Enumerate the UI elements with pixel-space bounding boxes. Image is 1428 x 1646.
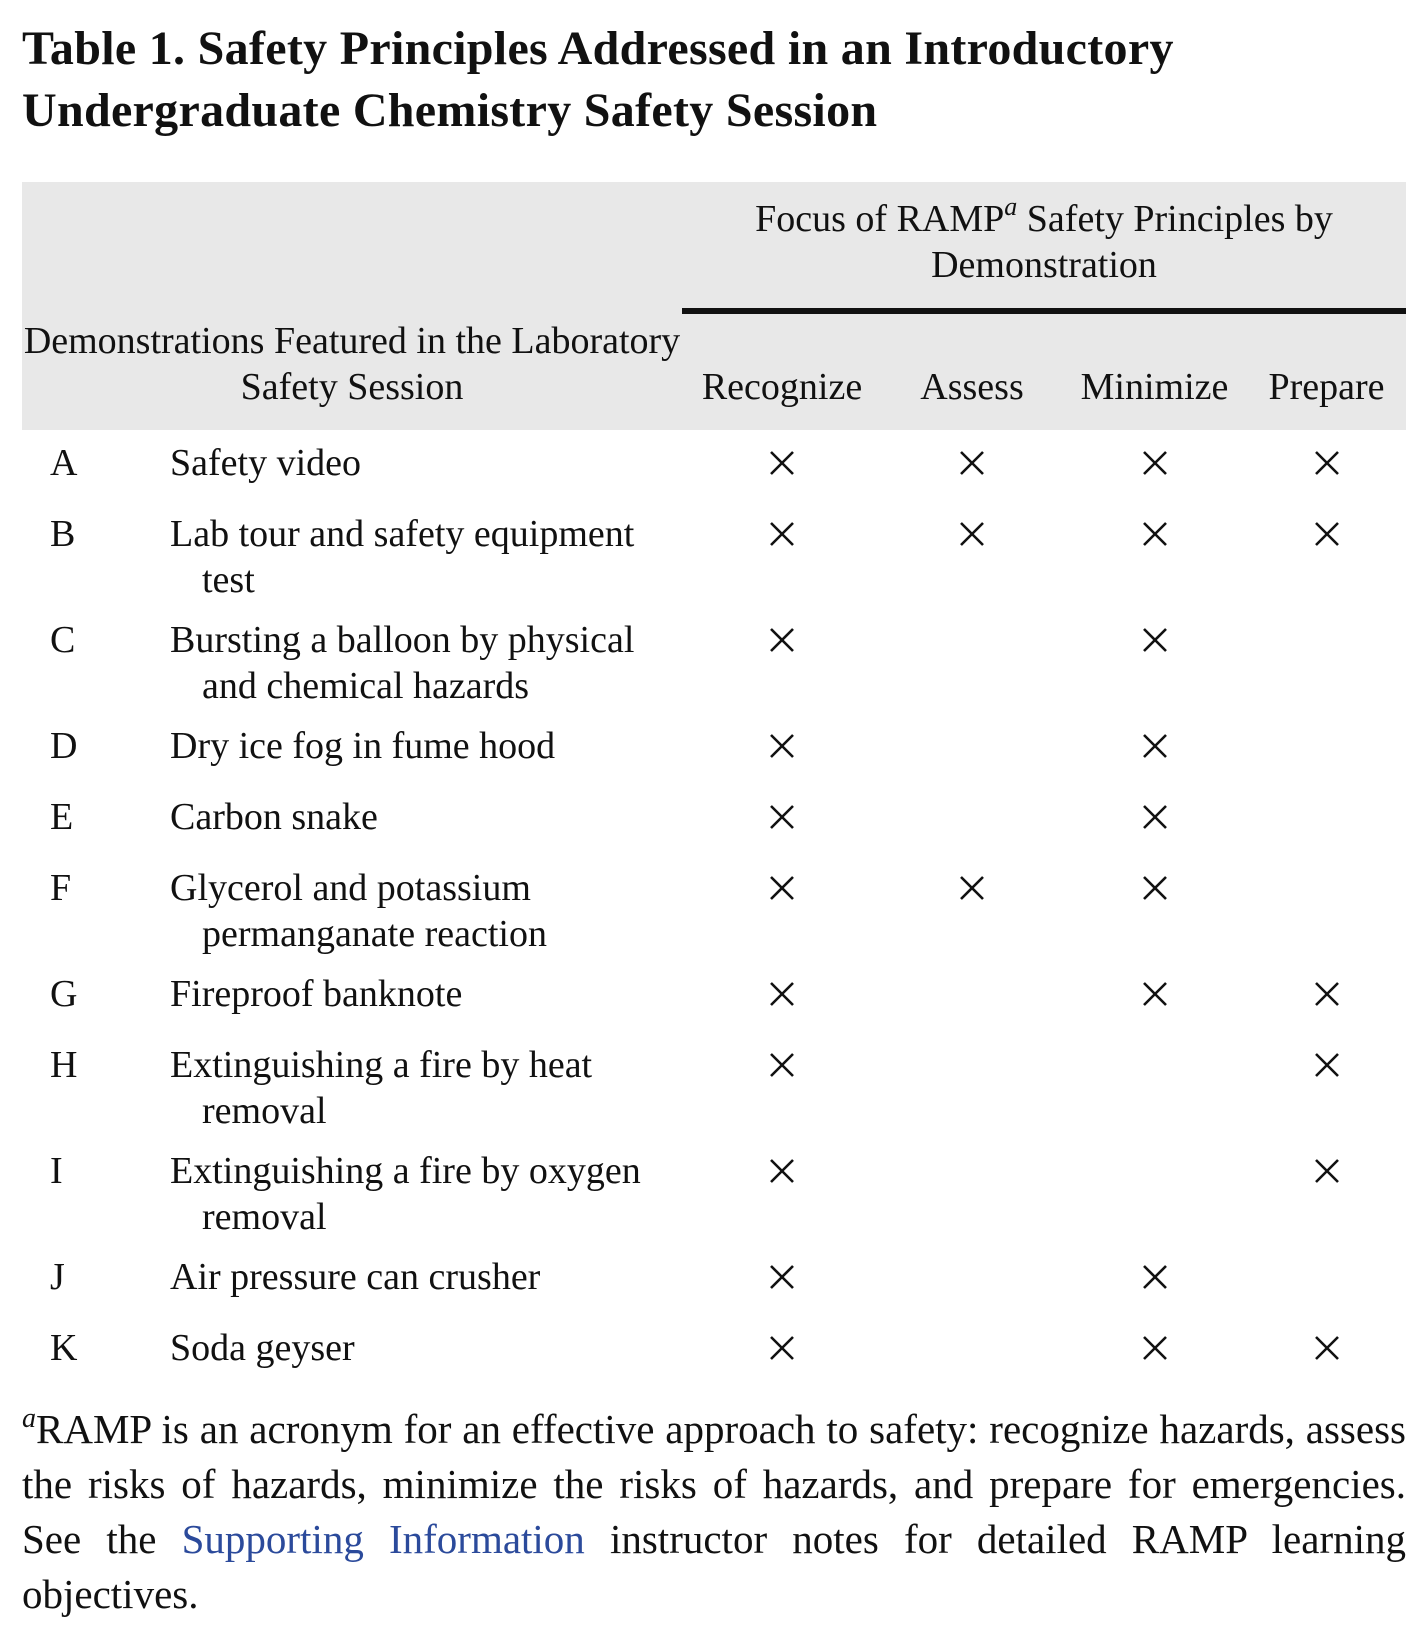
- table-row: [22, 865, 1406, 971]
- mark-cell-assess: [882, 430, 1062, 511]
- cross-mark-icon: [769, 865, 795, 911]
- cross-mark-icon: [1314, 511, 1340, 557]
- row-demonstration-cell: [122, 794, 682, 865]
- cross-mark-icon: [1142, 511, 1168, 557]
- cross-mark-icon: [769, 440, 795, 486]
- row-demonstration-cell: [122, 865, 682, 971]
- mark-cell-minimize: [1062, 1148, 1247, 1254]
- table-row: [22, 617, 1406, 723]
- table-row: [22, 794, 1406, 865]
- mark-cell-assess: [882, 794, 1062, 865]
- cross-mark-icon: [769, 511, 795, 557]
- row-demonstration-cell: [122, 1148, 682, 1254]
- row-demonstration-cell: [122, 511, 682, 617]
- cross-mark-icon: [1314, 1148, 1340, 1194]
- column-header-recognize: Recognize: [682, 311, 882, 430]
- cross-mark-icon: [1142, 1254, 1168, 1300]
- row-demonstration: Glycerol and potassium permanganate reaction: [170, 867, 547, 955]
- mark-cell-recognize: [682, 865, 882, 971]
- page: [22, 18, 1406, 1622]
- row-demonstration: Extinguishing a fire by oxygen removal: [170, 1150, 641, 1238]
- focus-header-prefix: Focus of RAMP: [755, 198, 1005, 240]
- demonstrations-header-label: Demonstrations Featured in the Laboratory Safety Session: [23, 320, 681, 408]
- row-demonstration-cell: [122, 1042, 682, 1148]
- mark-cell-assess: [882, 1148, 1062, 1254]
- table-header: [22, 182, 1406, 430]
- mark-cell-assess: [882, 865, 1062, 971]
- cross-mark-icon: [959, 511, 985, 557]
- mark-cell-recognize: [682, 617, 882, 723]
- mark-cell-assess: [882, 617, 1062, 723]
- row-letter: B: [50, 513, 76, 555]
- footnote-text-before: RAMP is an acronym for an effective approach to safety: recognize hazards, assess the risks of hazards, minimize the risks of hazards, and prepare for emergencies. See the: [22, 1406, 1406, 1562]
- mark-cell-assess: [882, 511, 1062, 617]
- cross-mark-icon: [769, 971, 795, 1017]
- row-demonstration: Lab tour and safety equipment test: [170, 513, 635, 601]
- cross-mark-icon: [1314, 1325, 1340, 1371]
- mark-cell-prepare: [1247, 430, 1406, 511]
- row-demonstration: Air pressure can crusher: [170, 1256, 541, 1298]
- footnote-marker-a: a: [22, 1403, 36, 1434]
- mark-cell-recognize: [682, 723, 882, 794]
- mark-cell-prepare: [1247, 723, 1406, 794]
- table-row: [22, 511, 1406, 617]
- mark-cell-minimize: [1062, 1254, 1247, 1325]
- cross-mark-icon: [959, 865, 985, 911]
- row-demonstration: Carbon snake: [170, 796, 378, 838]
- mark-cell-prepare: [1247, 617, 1406, 723]
- mark-cell-prepare: [1247, 1148, 1406, 1254]
- cross-mark-icon: [1314, 1042, 1340, 1088]
- mark-cell-prepare: [1247, 1254, 1406, 1325]
- row-demonstration: Bursting a balloon by physical and chemical hazards: [170, 619, 635, 707]
- cross-mark-icon: [769, 617, 795, 663]
- cross-mark-icon: [1314, 440, 1340, 486]
- column-header-assess: Assess: [882, 311, 1062, 430]
- table-row: [22, 1148, 1406, 1254]
- mark-cell-prepare: [1247, 971, 1406, 1042]
- mark-cell-prepare: [1247, 794, 1406, 865]
- cross-mark-icon: [1142, 971, 1168, 1017]
- mark-cell-recognize: [682, 971, 882, 1042]
- mark-cell-assess: [882, 1042, 1062, 1148]
- cross-mark-icon: [1142, 1325, 1168, 1371]
- demonstrations-header: [22, 182, 682, 430]
- row-letter: J: [50, 1256, 65, 1298]
- mark-cell-recognize: [682, 794, 882, 865]
- mark-cell-minimize: [1062, 617, 1247, 723]
- mark-cell-prepare: [1247, 511, 1406, 617]
- column-header-prepare: Prepare: [1247, 311, 1406, 430]
- mark-cell-minimize: [1062, 794, 1247, 865]
- row-letter: G: [50, 973, 78, 1015]
- table-footnote: [22, 1402, 1406, 1622]
- footnote-marker: a: [1004, 192, 1018, 221]
- cross-mark-icon: [1142, 723, 1168, 769]
- column-header-minimize: Minimize: [1062, 311, 1247, 430]
- cross-mark-icon: [769, 1254, 795, 1300]
- row-letter: D: [50, 725, 78, 767]
- row-demonstration-cell: [122, 430, 682, 511]
- mark-cell-minimize: [1062, 511, 1247, 617]
- mark-cell-minimize: [1062, 430, 1247, 511]
- mark-cell-recognize: [682, 1148, 882, 1254]
- mark-cell-minimize: [1062, 865, 1247, 971]
- row-letter: I: [50, 1150, 63, 1192]
- row-demonstration-cell: [122, 723, 682, 794]
- table-row: [22, 971, 1406, 1042]
- row-letter: C: [50, 619, 76, 661]
- cross-mark-icon: [1142, 865, 1168, 911]
- footnote-text-after: instructor notes for detailed RAMP learning objectives.: [22, 1516, 1406, 1617]
- table-row: [22, 1042, 1406, 1148]
- cross-mark-icon: [769, 794, 795, 840]
- row-letter: A: [50, 442, 78, 484]
- cross-mark-icon: [1142, 794, 1168, 840]
- cross-mark-icon: [1142, 440, 1168, 486]
- cross-mark-icon: [1142, 617, 1168, 663]
- mark-cell-assess: [882, 723, 1062, 794]
- mark-cell-assess: [882, 1254, 1062, 1325]
- mark-cell-recognize: [682, 1325, 882, 1396]
- focus-header: [682, 182, 1406, 311]
- cross-mark-icon: [769, 723, 795, 769]
- row-letter: E: [50, 796, 74, 838]
- row-demonstration: Safety video: [170, 442, 362, 484]
- mark-cell-recognize: [682, 511, 882, 617]
- row-letter: F: [50, 867, 72, 909]
- row-demonstration-cell: [122, 617, 682, 723]
- mark-cell-prepare: [1247, 1042, 1406, 1148]
- mark-cell-prepare: [1247, 1325, 1406, 1396]
- row-demonstration: Soda geyser: [170, 1327, 355, 1369]
- mark-cell-minimize: [1062, 723, 1247, 794]
- row-letter: H: [50, 1044, 78, 1086]
- row-letter: K: [50, 1327, 78, 1369]
- row-demonstration-cell: [122, 1325, 682, 1396]
- cross-mark-icon: [769, 1148, 795, 1194]
- table-row: [22, 430, 1406, 511]
- mark-cell-assess: [882, 1325, 1062, 1396]
- table-row: [22, 1254, 1406, 1325]
- mark-cell-minimize: [1062, 1325, 1247, 1396]
- mark-cell-minimize: [1062, 971, 1247, 1042]
- table-title: Table 1. Safety Principles Addressed in an Introductory Undergraduate Chemistry Safety Session: [22, 22, 1174, 137]
- table-row: [22, 723, 1406, 794]
- supporting-information-link[interactable]: Supporting Information: [181, 1516, 585, 1562]
- mark-cell-recognize: [682, 1042, 882, 1148]
- row-demonstration-cell: [122, 1254, 682, 1325]
- mark-cell-prepare: [1247, 865, 1406, 971]
- cross-mark-icon: [769, 1325, 795, 1371]
- mark-cell-recognize: [682, 430, 882, 511]
- mark-cell-assess: [882, 971, 1062, 1042]
- table-body: [22, 430, 1406, 1396]
- mark-cell-recognize: [682, 1254, 882, 1325]
- row-demonstration-cell: [122, 971, 682, 1042]
- row-demonstration: Extinguishing a fire by heat removal: [170, 1044, 593, 1132]
- safety-table: [22, 182, 1406, 1396]
- mark-cell-minimize: [1062, 1042, 1247, 1148]
- focus-header-suffix: Safety Principles by Demonstration: [931, 198, 1333, 286]
- cross-mark-icon: [1314, 971, 1340, 1017]
- row-demonstration: Fireproof banknote: [170, 973, 463, 1015]
- cross-mark-icon: [769, 1042, 795, 1088]
- cross-mark-icon: [959, 440, 985, 486]
- row-demonstration: Dry ice fog in fume hood: [170, 725, 556, 767]
- table-row: [22, 1325, 1406, 1396]
